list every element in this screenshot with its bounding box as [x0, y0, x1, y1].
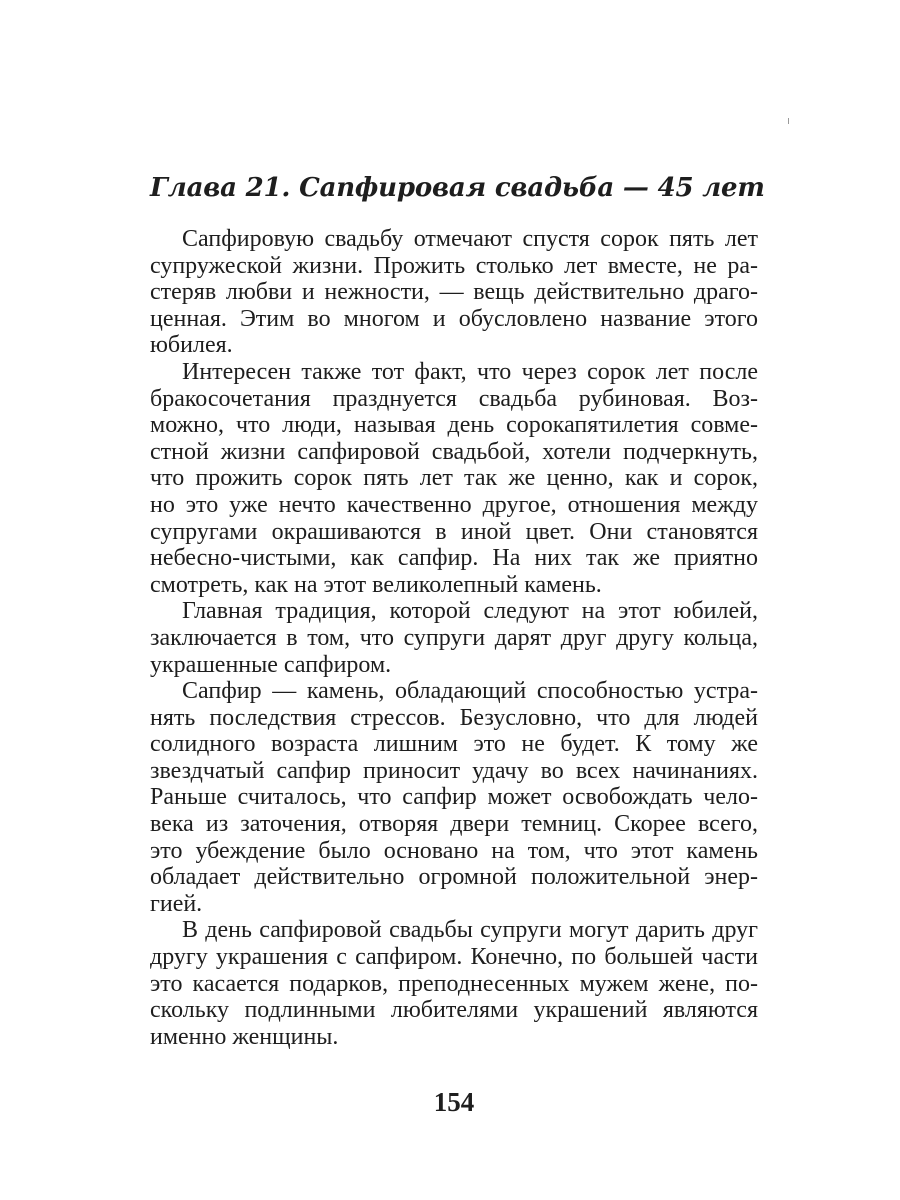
text-line: обладает действительно огромной положительной энер- [150, 864, 758, 891]
text-line: В день сапфировой свадьбы супруги могут дарить друг [182, 917, 758, 944]
text-line: века из заточения, отворяя двери темниц. Скорее всего, [150, 811, 758, 838]
text-line: именно женщины. [150, 1023, 339, 1050]
page-number: 154 [433, 1087, 475, 1117]
text-line: гией. [150, 890, 203, 917]
paragraph-4 [150, 678, 758, 917]
text-line: что прожить сорок пять лет так же ценно, как и сорок, [150, 465, 758, 492]
text-line: украшенные сапфиром. [150, 651, 392, 678]
text-line: юбилея. [150, 332, 233, 359]
text-line: это касается подарков, преподнесенных мужем жене, по- [150, 970, 758, 997]
chapter-title: Глава 21. Сапфировая свадьба — 45 лет [150, 173, 765, 203]
paragraph-1 [150, 226, 758, 359]
text-line: заключается в том, что супруги дарят друг другу кольца, [150, 624, 758, 651]
text-line: смотреть, как на этот великолепный камень. [150, 571, 602, 598]
text-line: супругами окрашиваются в иной цвет. Они становятся [150, 518, 758, 545]
text-line: солидного возраста лишним это не будет. К тому же [150, 731, 758, 758]
paragraph-3 [150, 598, 758, 678]
text-line: Сапфировую свадьбу отмечают спустя сорок пять лет [182, 226, 758, 252]
margin-mark [788, 118, 789, 124]
text-line: небесно-чистыми, как сапфир. На них так же приятно [150, 545, 758, 572]
text-line: Главная традиция, которой следуют на этот юбилей, [182, 598, 758, 625]
text-line: бракосочетания празднуется свадьба рубиновая. Воз- [150, 385, 758, 412]
text-line: звездчатый сапфир приносит удачу во всех начинаниях. [150, 757, 758, 784]
chapter-body [150, 226, 758, 1050]
paragraph-5 [150, 917, 758, 1050]
text-line: стной жизни сапфировой свадьбой, хотели подчеркнуть, [150, 438, 758, 465]
paragraph-2 [150, 359, 758, 598]
text-line: Раньше считалось, что сапфир может освобождать чело- [150, 784, 758, 811]
text-line: нять последствия стрессов. Безусловно, что для людей [150, 704, 758, 731]
text-line: другу украшения с сапфиром. Конечно, по большей части [150, 944, 758, 971]
text-line: ценная. Этим во многом и обусловлено название этого [150, 305, 758, 332]
text-line: скольку подлинными любителями украшений являются [150, 997, 758, 1024]
text-line: стеряв любви и нежности, — вещь действительно драго- [150, 279, 758, 306]
text-line: это убеждение было основано на том, что этот камень [150, 837, 758, 864]
text-line: Интересен также тот факт, что через сорок лет после [182, 358, 758, 385]
text-line: Сапфир — камень, обладающий способностью устра- [182, 678, 758, 705]
text-line: но это уже нечто качественно другое, отношения между [150, 491, 758, 518]
text-line: можно, что люди, называя день сорокапятилетия совме- [150, 412, 758, 439]
text-line: супружеской жизни. Прожить столько лет вместе, не ра- [150, 252, 758, 279]
